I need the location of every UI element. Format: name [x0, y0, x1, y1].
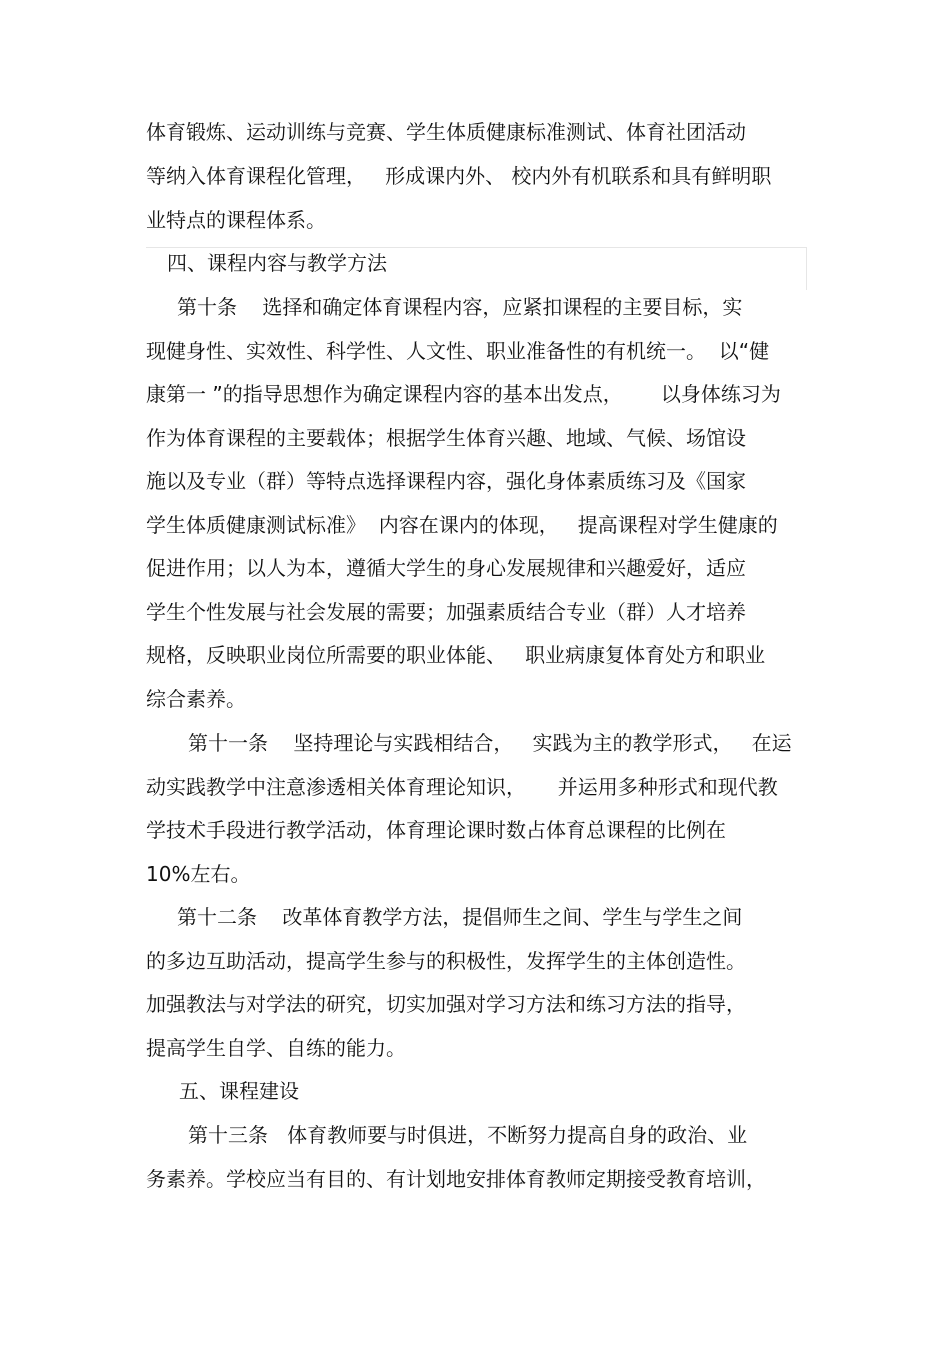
article-11-line: 动实践教学中注意渗透相关体育理论知识， 并运用多种形式和现代教	[146, 775, 778, 799]
section-heading: 四、课程内容与教学方法	[167, 251, 387, 275]
text-line: 业特点的课程体系。	[146, 208, 326, 232]
article-13-line: 第十三条 体育教师要与时俱进，不断努力提高自身的政治、业	[188, 1123, 748, 1147]
article-12-line: 的多边互助活动，提高学生参与的积极性，发挥学生的主体创造性。	[146, 949, 746, 973]
article-10-line: 学生体质健康测试标准》 内容在课内的体现， 提高课程对学生健康的	[146, 513, 778, 537]
article-10-line: 综合素养。	[146, 687, 246, 711]
article-10-line: 促进作用；以人为本，遵循大学生的身心发展规律和兴趣爱好，适应	[146, 556, 746, 580]
article-12-line: 加强教法与对学法的研究，切实加强对学习方法和练习方法的指导，	[146, 992, 746, 1016]
article-11-line: 第十一条 坚持理论与实践相结合， 实践为主的教学形式， 在运	[188, 731, 792, 755]
text-line: 体育锻炼、运动训练与竞赛、学生体质健康标准测试、体育社团活动	[146, 120, 746, 144]
article-10-line: 作为体育课程的主要载体；根据学生体育兴趣、地域、气候、场馆设	[146, 426, 746, 450]
article-10-line: 学生个性发展与社会发展的需要；加强素质结合专业（群）人才培养	[146, 600, 746, 624]
article-10-line: 规格，反映职业岗位所需要的职业体能、 职业病康复体育处方和职业	[146, 643, 766, 667]
article-11-line: 10%左右。	[146, 862, 251, 886]
article-10-line: 现健身性、实效性、科学性、人文性、职业准备性的有机统一。 以“健	[146, 339, 770, 363]
text-line: 等纳入体育课程化管理， 形成课内外、 校内外有机联系和具有鲜明职	[146, 164, 772, 188]
section-heading: 五、课程建设	[179, 1079, 299, 1103]
article-13-line: 务素养。学校应当有目的、有计划地安排体育教师定期接受教育培训，	[146, 1167, 766, 1191]
article-10-line: 康第一 ”的指导思想作为确定课程内容的基本出发点， 以身体练习为	[146, 382, 781, 406]
article-10-line: 施以及专业（群）等特点选择课程内容，强化身体素质练习及《国家	[146, 469, 746, 493]
article-12-line: 提高学生自学、自练的能力。	[146, 1036, 406, 1060]
article-12-line: 第十二条 改革体育教学方法，提倡师生之间、学生与学生之间	[177, 905, 743, 929]
article-10-line: 第十条 选择和确定体育课程内容，应紧扣课程的主要目标，实	[177, 295, 743, 319]
article-11-line: 学技术手段进行教学活动，体育理论课时数占体育总课程的比例在	[146, 818, 726, 842]
